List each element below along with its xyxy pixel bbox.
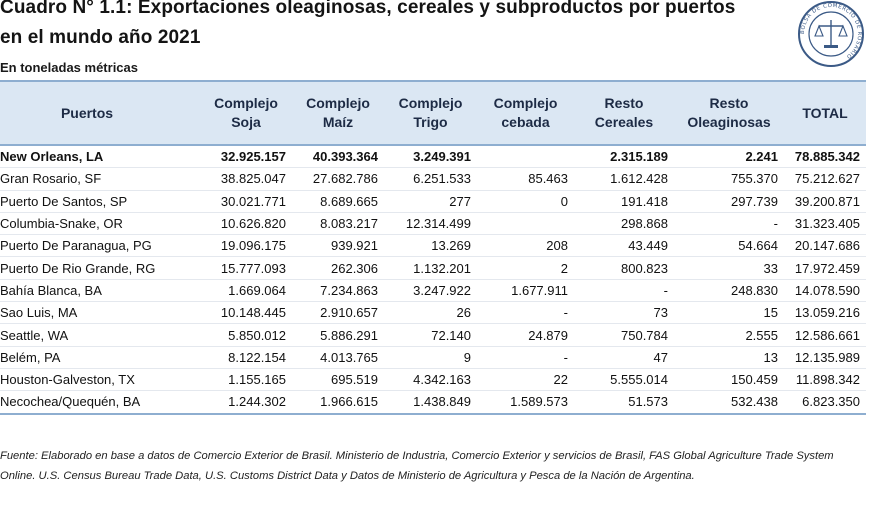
table-row	[0, 368, 866, 390]
column-header-line: Puertos	[60, 104, 114, 121]
table-row	[0, 324, 866, 346]
value-cell: 1.155.165	[200, 368, 292, 390]
table-row	[0, 145, 866, 168]
value-cell: 39.200.871	[784, 190, 866, 212]
column-header	[674, 81, 784, 145]
table-row	[0, 391, 866, 414]
port-name-cell: New Orleans, LA	[0, 145, 200, 168]
port-name-cell: Puerto De Paranagua, PG	[0, 235, 200, 257]
value-cell: 24.879	[477, 324, 574, 346]
value-cell: 1.677.911	[477, 279, 574, 301]
value-cell: 5.555.014	[574, 368, 674, 390]
column-header-line: TOTAL	[802, 104, 848, 121]
value-cell: 26	[384, 302, 477, 324]
value-cell: 15.777.093	[200, 257, 292, 279]
value-cell: 19.096.175	[200, 235, 292, 257]
column-header-line: Maíz	[322, 114, 354, 130]
value-cell: 695.519	[292, 368, 384, 390]
value-cell: 1.438.849	[384, 391, 477, 414]
value-cell: 85.463	[477, 168, 574, 190]
value-cell: 9	[384, 346, 477, 368]
value-cell: 6.251.533	[384, 168, 477, 190]
value-cell: 10.626.820	[200, 212, 292, 234]
value-cell: 3.247.922	[384, 279, 477, 301]
value-cell: 14.078.590	[784, 279, 866, 301]
value-cell: 1.612.428	[574, 168, 674, 190]
column-header	[574, 81, 674, 145]
value-cell: 38.825.047	[200, 168, 292, 190]
table-header	[0, 81, 866, 145]
port-name-cell: Belém, PA	[0, 346, 200, 368]
table-row	[0, 279, 866, 301]
value-cell: 78.885.342	[784, 145, 866, 168]
column-header	[0, 81, 200, 145]
port-name-cell: Gran Rosario, SF	[0, 168, 200, 190]
column-header-line: Complejo	[493, 95, 558, 111]
column-header	[384, 81, 477, 145]
value-cell: 1.132.201	[384, 257, 477, 279]
unit-label: En toneladas métricas	[0, 60, 138, 75]
column-header-line: Oleaginosas	[687, 114, 771, 130]
value-cell: 8.689.665	[292, 190, 384, 212]
column-header	[292, 81, 384, 145]
title-line-2: en el mundo año 2021	[0, 27, 201, 48]
table-row	[0, 190, 866, 212]
value-cell: 277	[384, 190, 477, 212]
value-cell: 6.823.350	[784, 391, 866, 414]
source-footnote: Fuente: Elaborado en base a datos de Comercio Exterior de Brasil. Ministerio de Industria, Comercio Exterior y servicios de Brasil, FAS Global Agriculture Trade System Online. U.S. Census Bureau Trade Data, U.S. Customs District Data y Datos de Ministerio de Agricultura y Pesca de la Nación de Argentina.	[0, 450, 834, 482]
value-cell: 4.342.163	[384, 368, 477, 390]
table-body	[0, 145, 866, 414]
column-header-line: Soja	[231, 114, 261, 130]
port-name-cell: Houston-Galveston, TX	[0, 368, 200, 390]
value-cell: 5.886.291	[292, 324, 384, 346]
table-row	[0, 302, 866, 324]
value-cell: 150.459	[674, 368, 784, 390]
value-cell: 20.147.686	[784, 235, 866, 257]
value-cell: 13	[674, 346, 784, 368]
value-cell: 1.244.302	[200, 391, 292, 414]
value-cell: 7.234.863	[292, 279, 384, 301]
value-cell: 750.784	[574, 324, 674, 346]
column-header-line: Resto	[604, 95, 644, 111]
value-cell: 13.269	[384, 235, 477, 257]
table-row	[0, 168, 866, 190]
column-header	[784, 81, 866, 145]
value-cell: 47	[574, 346, 674, 368]
value-cell: 15	[674, 302, 784, 324]
value-cell: 27.682.786	[292, 168, 384, 190]
value-cell: 32.925.157	[200, 145, 292, 168]
table-row	[0, 235, 866, 257]
column-header-line: Complejo	[398, 95, 463, 111]
value-cell: 755.370	[674, 168, 784, 190]
value-cell: 1.589.573	[477, 391, 574, 414]
seal-text: BOLSA DE COMERCIO DE ROSARIO	[799, 2, 863, 60]
port-name-cell: Columbia-Snake, OR	[0, 212, 200, 234]
value-cell: 4.013.765	[292, 346, 384, 368]
value-cell: 40.393.364	[292, 145, 384, 168]
value-cell	[477, 212, 574, 234]
value-cell: 0	[477, 190, 574, 212]
column-header-line: Trigo	[413, 114, 448, 130]
value-cell: 54.664	[674, 235, 784, 257]
value-cell: 51.573	[574, 391, 674, 414]
value-cell: 2.315.189	[574, 145, 674, 168]
value-cell: 1.966.615	[292, 391, 384, 414]
value-cell: 33	[674, 257, 784, 279]
value-cell: 262.306	[292, 257, 384, 279]
table-row	[0, 257, 866, 279]
value-cell: 73	[574, 302, 674, 324]
value-cell: 75.212.627	[784, 168, 866, 190]
value-cell: 12.586.661	[784, 324, 866, 346]
value-cell: 43.449	[574, 235, 674, 257]
exports-table	[0, 80, 866, 415]
value-cell: 17.972.459	[784, 257, 866, 279]
value-cell: 208	[477, 235, 574, 257]
value-cell: 72.140	[384, 324, 477, 346]
value-cell: 1.669.064	[200, 279, 292, 301]
value-cell: 2.555	[674, 324, 784, 346]
column-header-line: Complejo	[214, 95, 278, 111]
title-line-1: Cuadro N° 1.1: Exportaciones oleaginosas, cereales y subproductos por puertos	[0, 0, 736, 18]
value-cell: 12.135.989	[784, 346, 866, 368]
value-cell: 3.249.391	[384, 145, 477, 168]
table-row	[0, 212, 866, 234]
value-cell: 10.148.445	[200, 302, 292, 324]
page-title	[0, 0, 790, 53]
header-row	[0, 81, 866, 145]
value-cell: 8.083.217	[292, 212, 384, 234]
value-cell: 5.850.012	[200, 324, 292, 346]
column-header-line: cebada	[501, 114, 550, 130]
value-cell: 31.323.405	[784, 212, 866, 234]
value-cell: -	[674, 212, 784, 234]
column-header	[200, 81, 292, 145]
value-cell: 8.122.154	[200, 346, 292, 368]
value-cell: 532.438	[674, 391, 784, 414]
port-name-cell: Necochea/Quequén, BA	[0, 391, 200, 414]
value-cell: 22	[477, 368, 574, 390]
column-header	[477, 81, 574, 145]
value-cell: 191.418	[574, 190, 674, 212]
port-name-cell: Sao Luis, MA	[0, 302, 200, 324]
value-cell: 298.868	[574, 212, 674, 234]
port-name-cell: Seattle, WA	[0, 324, 200, 346]
value-cell: 12.314.499	[384, 212, 477, 234]
column-header-line: Resto	[709, 95, 749, 111]
table-row	[0, 346, 866, 368]
port-name-cell: Puerto De Rio Grande, RG	[0, 257, 200, 279]
value-cell: 297.739	[674, 190, 784, 212]
seal-icon	[797, 0, 865, 68]
value-cell: -	[477, 302, 574, 324]
value-cell: 2	[477, 257, 574, 279]
value-cell: 13.059.216	[784, 302, 866, 324]
value-cell	[477, 145, 574, 168]
column-header-line: Cereales	[594, 114, 654, 130]
value-cell: 939.921	[292, 235, 384, 257]
value-cell: 30.021.771	[200, 190, 292, 212]
value-cell: 2.910.657	[292, 302, 384, 324]
port-name-cell: Bahía Blanca, BA	[0, 279, 200, 301]
port-name-cell: Puerto De Santos, SP	[0, 190, 200, 212]
value-cell: -	[477, 346, 574, 368]
value-cell: -	[574, 279, 674, 301]
column-header-line: Complejo	[306, 95, 370, 111]
value-cell: 11.898.342	[784, 368, 866, 390]
value-cell: 248.830	[674, 279, 784, 301]
value-cell: 2.241	[674, 145, 784, 168]
value-cell: 800.823	[574, 257, 674, 279]
